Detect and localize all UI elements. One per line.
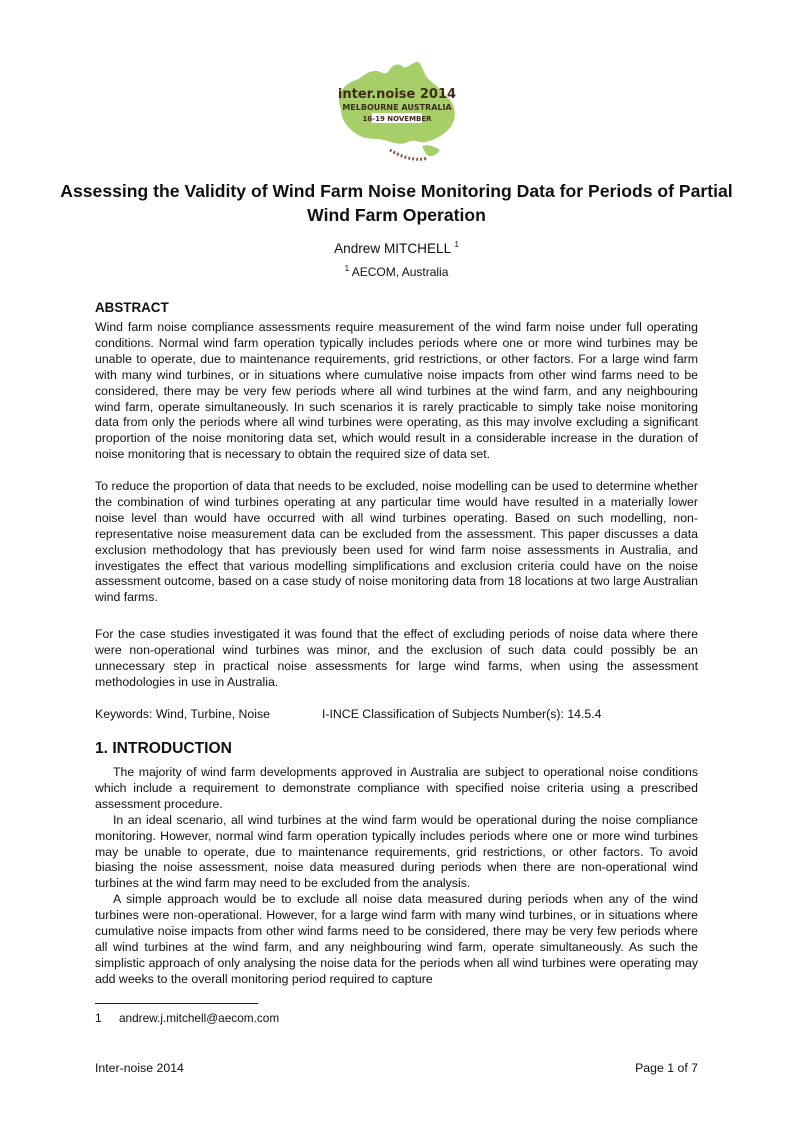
- affiliation-sup: 1: [344, 264, 350, 273]
- conference-logo: [330, 58, 464, 166]
- affiliation-line: [0, 265, 793, 279]
- logo-title: inter.noise 2014: [337, 87, 457, 102]
- footer-conference: Inter-noise 2014: [95, 1061, 184, 1075]
- paper-title: Assessing the Validity of Wind Farm Noise Monitoring Data for Periods of Partial Wind Farm Operation: [60, 181, 733, 225]
- introduction-heading: 1. INTRODUCTION: [95, 740, 232, 757]
- introduction-paragraph: The majority of wind farm developments approved in Australia are subject to operational noise conditions which include a requirement to demonstrate compliance with specified noise criteria using a prescribed assessment procedure.: [95, 765, 698, 811]
- abstract-paragraph-3: For the case studies investigated it was found that the effect of excluding periods of noise data where there were non-operational wind turbines was minor, and the exclusion of such data could possibly be an unnecessary step in practical noise assessments for large wind farms, when using the assessment methodologies in use in Australia.: [95, 627, 698, 689]
- footnote: [95, 1011, 279, 1025]
- footnote-email[interactable]: andrew.j.mitchell@aecom.com: [119, 1011, 280, 1025]
- affiliation-text: AECOM, Australia: [351, 265, 449, 279]
- abstract-heading: ABSTRACT: [95, 300, 169, 315]
- footer-page-number: Page 1 of 7: [635, 1061, 698, 1075]
- introduction-paragraph: In an ideal scenario, all wind turbines at the wind farm would be operational during the noise compliance monitoring. However, normal wind farm operation typically includes periods where one or more wind turbines may be unable to operate, due to maintenance requirements, grid restrictions, or other factors. To avoid biasing the noise assessment, noise data measured during periods when there are non-operational wind turbines at the wind farm may need to be excluded from the analysis.: [95, 812, 698, 891]
- author-sup: 1: [454, 240, 459, 249]
- introduction-paragraph: A simple approach would be to exclude all noise data measured during periods when any of the wind turbines were non-operational. However, for a large wind farm with many wind turbines, or in situations where cumulative noise impacts from other wind farms need to be considered, there may be very few periods where all wind turbines at the wind farm, and any neighbouring wind farm, operate simultaneously. As such the simplistic approach of only analysing the noise data for the periods when all wind turbines were operating may add weeks to the overall monitoring period required to capture: [95, 892, 698, 986]
- author-line: [0, 241, 793, 256]
- australia-map-logo: [330, 58, 464, 166]
- abstract-paragraph-1: Wind farm noise compliance assessments require measurement of the wind farm noise under full operating conditions. Normal wind farm operation typically includes periods where one or more wind turbines may be unable to operate, due to maintenance requirements, grid restrictions, or other factors. For a large wind farm with many wind turbines, or in situations where cumulative noise impacts from other wind farms need to be considered, there may be very few periods where all wind turbines at the wind farm, and any neighbouring wind farm, operate simultaneously. In such scenarios it is rarely practicable to simply take noise monitoring data from only the periods where all wind turbines were operating, as this may involve excluding a significant proportion of the noise monitoring data set, which would result in a considerable increase in the duration of noise monitoring that is necessary to obtain the required size of data set.: [95, 320, 698, 462]
- abstract-paragraph-2: To reduce the proportion of data that needs to be excluded, noise modelling can be used to determine whether the combination of wind turbines operating at any particular time would have resulted in a materially lower noise level than would have occurred with all wind turbines operating. Based on such modelling, non-representative noise measurement data can be excluded from the assessment. This paper discusses a data exclusion methodology that has previously been used for wind farm noise assessments in Australia, and investigates the effect that various modelling simplifications and exclusion criteria could have on the noise assessment outcome, based on a case study of noise monitoring data from 18 locations at two large Australian wind farms.: [95, 479, 698, 605]
- keywords: Keywords: Wind, Turbine, Noise: [95, 707, 270, 721]
- footnote-divider: [95, 1003, 258, 1004]
- classification: I-INCE Classification of Subjects Number(s): 14.5.4: [322, 707, 602, 721]
- author-name: Andrew MITCHELL: [334, 241, 451, 256]
- introduction-body: [95, 765, 698, 988]
- logo-dates: 16-19 NOVEMBER: [362, 115, 432, 123]
- footnote-mark: 1: [95, 1011, 102, 1025]
- logo-subtitle: MELBOURNE AUSTRALIA: [342, 103, 452, 112]
